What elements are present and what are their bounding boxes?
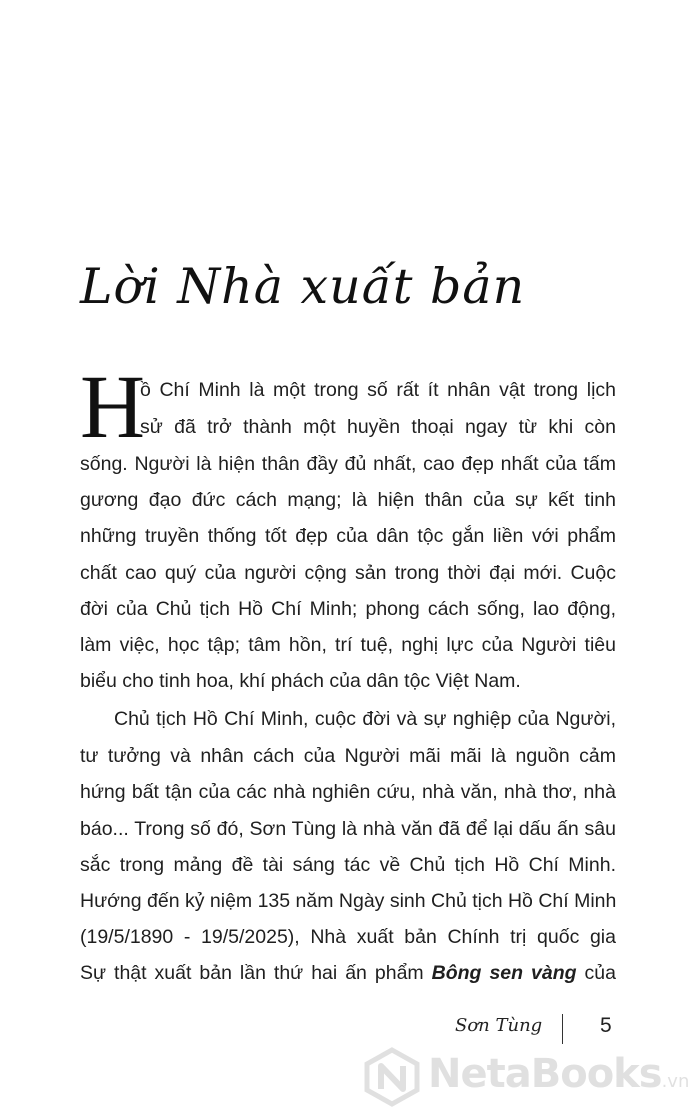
paragraph-line: ồ Chí Minh là một trong số rất ít nhân vật trong lịch (140, 379, 616, 401)
paragraph-line: những truyền thống tốt đẹp của dân tộc gắn liền với phẩm (80, 525, 616, 547)
paragraph-line: biểu cho tinh hoa, khí phách của dân tộc Việt Nam. (80, 670, 521, 692)
paragraph-line: chất cao quý của người cộng sản trong thời đại mới. Cuộc (80, 562, 616, 584)
watermark-text (428, 1051, 689, 1097)
paragraph-line: sắc trong mảng đề tài sáng tác về Chủ tịch Hồ Chí Minh. (80, 854, 616, 876)
paragraph-line (80, 955, 616, 991)
drop-cap: H (80, 358, 145, 457)
page-title: Lời Nhà xuất bản (80, 258, 526, 315)
paragraph-line: báo... Trong số đó, Sơn Tùng là nhà văn đã để lại dấu ấn sâu (80, 818, 616, 840)
watermark-brand: NetaBooks (428, 1051, 662, 1097)
paragraph-line: làm việc, học tập; tâm hồn, trí tuệ, nghị lực của Người tiêu (80, 634, 616, 656)
paragraph-line: gương đạo đức cách mạng; là hiện thân của sự kết tinh (80, 489, 616, 511)
watermark-suffix: .vn (661, 1071, 690, 1092)
watermark (362, 1047, 692, 1107)
running-footer-author: Sơn Tùng (455, 1015, 543, 1036)
paragraph-line: Hướng đến kỷ niệm 135 năm Ngày sinh Chủ tịch Hồ Chí Minh (80, 890, 617, 912)
page-number: 5 (600, 1014, 612, 1037)
paragraph-line: sống. Người là hiện thân đầy đủ nhất, cao đẹp nhất của tấm (80, 453, 616, 475)
paragraph-line: đời của Chủ tịch Hồ Chí Minh; phong cách sống, lao động, (80, 598, 616, 620)
netabooks-logo-icon (362, 1047, 422, 1107)
paragraph-line: Chủ tịch Hồ Chí Minh, cuộc đời và sự nghiệp của Người, (114, 708, 616, 730)
line-suffix: của (584, 962, 616, 984)
paragraph-line: sử đã trở thành một huyền thoại ngay từ khi còn (140, 416, 616, 438)
paragraph-line: (19/5/1890 - 19/5/2025), Nhà xuất bản Chính trị quốc gia (80, 926, 616, 948)
paragraph-line: tư tưởng và nhân cách của Người mãi mãi là nguồn cảm (80, 745, 616, 767)
paragraph-line: hứng bất tận của các nhà nghiên cứu, nhà văn, nhà thơ, nhà (80, 781, 616, 803)
footer-divider (562, 1014, 563, 1044)
line-prefix: Sự thật xuất bản lần thứ hai ấn phẩm (80, 962, 424, 984)
book-title: Bông sen vàng (431, 962, 577, 984)
